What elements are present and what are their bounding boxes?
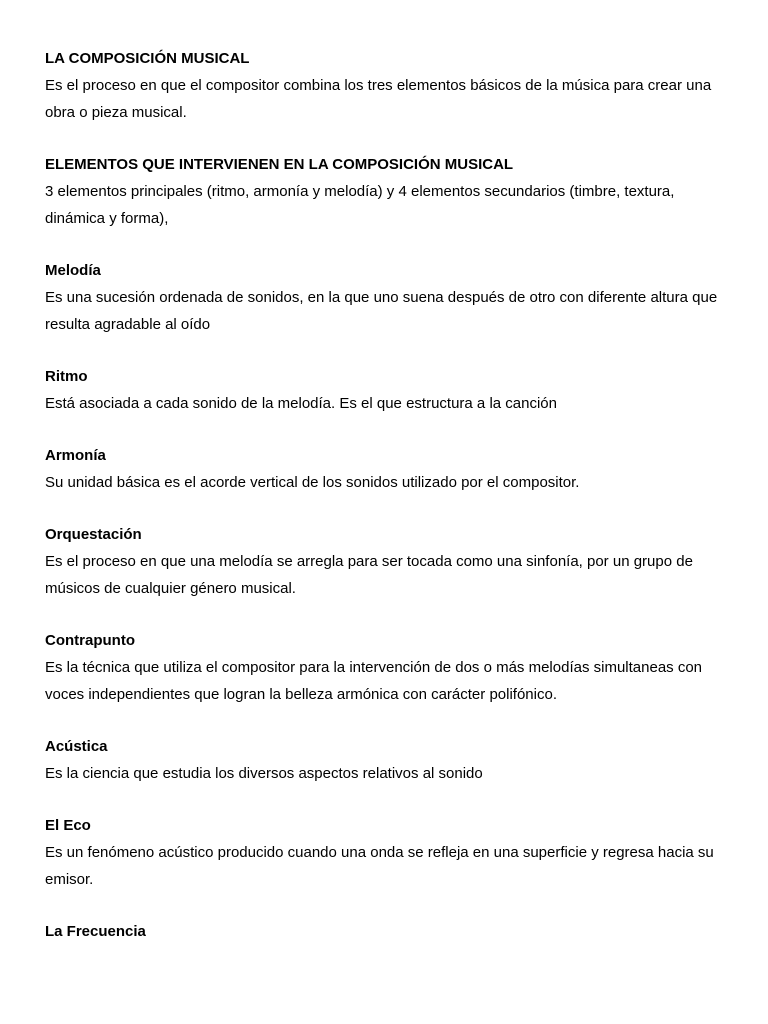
section-heading: Melodía — [45, 262, 101, 279]
section-heading: El Eco — [45, 817, 91, 834]
section-heading: Contrapunto — [45, 632, 135, 649]
section-composicion-musical — [45, 45, 728, 126]
section-contrapunto — [45, 627, 728, 708]
section-orquestacion — [45, 521, 728, 602]
section-acustica — [45, 733, 728, 787]
section-melodia — [45, 257, 728, 338]
section-ritmo — [45, 363, 728, 417]
section-text: Es el proceso en que el compositor combina los tres elementos básicos de la música para crear una obra o pieza musical. — [45, 77, 712, 121]
section-text: 3 elementos principales (ritmo, armonía y melodía) y 4 elementos secundarios (timbre, textura, dinámica y forma), — [45, 183, 675, 227]
section-armonia — [45, 442, 728, 496]
section-heading: LA COMPOSICIÓN MUSICAL — [45, 50, 250, 67]
section-heading: Ritmo — [45, 368, 88, 385]
section-text: Es la técnica que utiliza el compositor para la intervención de dos o más melodías simultaneas con voces independientes que logran la belleza armónica con carácter polifónico. — [45, 659, 703, 703]
section-heading: ELEMENTOS QUE INTERVIENEN EN LA COMPOSICIÓN MUSICAL — [45, 156, 514, 173]
section-el-eco — [45, 812, 728, 893]
section-text: Es un fenómeno acústico producido cuando una onda se refleja en una superficie y regresa hacia su emisor. — [45, 844, 714, 888]
section-heading: Acústica — [45, 738, 108, 755]
section-text: Es el proceso en que una melodía se arregla para ser tocada como una sinfonía, por un grupo de músicos de cualquier género musical. — [45, 553, 693, 597]
section-elementos — [45, 151, 728, 232]
section-text: Su unidad básica es el acorde vertical de los sonidos utilizado por el compositor. — [45, 474, 580, 491]
section-text: Es la ciencia que estudia los diversos aspectos relativos al sonido — [45, 765, 483, 782]
section-la-frecuencia — [45, 918, 728, 945]
section-heading: Armonía — [45, 447, 106, 464]
section-text: Está asociada a cada sonido de la melodía. Es el que estructura a la canción — [45, 395, 557, 412]
section-text: Es una sucesión ordenada de sonidos, en la que uno suena después de otro con diferente altura que resulta agradable al oído — [45, 289, 718, 333]
section-heading: Orquestación — [45, 526, 142, 543]
section-heading: La Frecuencia — [45, 923, 146, 940]
